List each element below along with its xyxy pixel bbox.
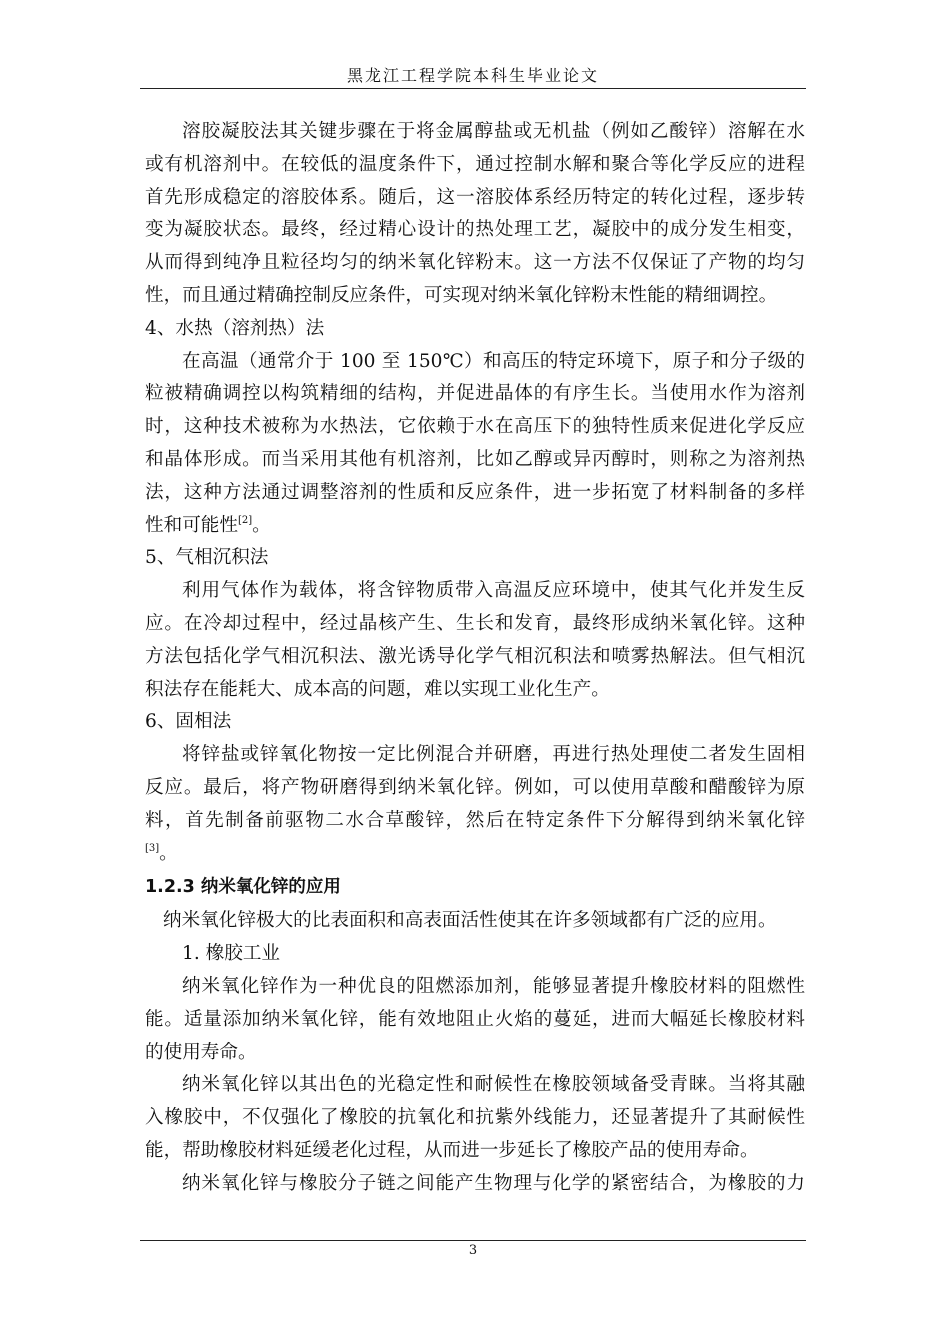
line-text: 纳米氧化锌作为一种优良的阻燃添加剂，能够显著提升橡胶材料的阻燃性 <box>182 975 805 997</box>
text-line <box>145 1069 805 1102</box>
line-text: 6、固相法 <box>145 711 232 733</box>
page-number: 3 <box>468 1243 478 1258</box>
section-heading <box>145 706 805 739</box>
line-text: 时，这种技术被称为水热法，它依赖于水在高压下的独特性质来促进化学反应 <box>145 416 805 438</box>
text-line <box>145 641 805 674</box>
line-text: 的使用寿命。 <box>145 1041 257 1063</box>
header-divider <box>140 88 806 89</box>
text-line <box>145 905 805 938</box>
section-heading <box>145 542 805 575</box>
line-text: 入橡胶中，不仅强化了橡胶的抗氧化和抗紫外线能力，还显著提升了其耐候性 <box>145 1107 805 1129</box>
text-line <box>145 444 805 477</box>
line-text: 积法存在能耗大、成本高的问题，难以实现工业化生产。 <box>145 678 610 700</box>
line-text: 性，而且通过精确控制反应条件，可实现对纳米氧化锌粉末性能的精细调控。 <box>145 284 778 306</box>
citation-ref[interactable]: [2] <box>237 514 253 526</box>
citation-ref[interactable]: [3] <box>145 842 160 854</box>
subsection-heading <box>145 870 805 905</box>
text-line <box>145 149 805 182</box>
line-text: 粒被精确调控以构筑精细的结构，并促进晶体的有序生长。当使用水作为溶剂 <box>145 383 805 405</box>
line-text: 溶胶凝胶法其关键步骤在于将金属醇盐或无机盐（例如乙酸锌）溶解在水 <box>182 121 805 142</box>
text-line <box>145 378 805 411</box>
text-line <box>145 674 805 707</box>
line-tail: 。 <box>252 514 271 536</box>
line-tail: 。 <box>159 842 178 864</box>
line-text: 1. 橡胶工业 <box>182 943 281 965</box>
line-text: 5、气相沉积法 <box>145 547 269 569</box>
text-line <box>145 280 805 313</box>
line-text: 和晶体形成。而当采用其他有机溶剂，比如乙醇或异丙醇时，则称之为溶剂热 <box>145 448 805 470</box>
text-line <box>145 608 805 641</box>
running-header: 黑龙江工程学院本科生毕业论文 <box>346 66 599 85</box>
text-line <box>145 838 805 871</box>
text-line <box>145 214 805 247</box>
section-heading <box>145 313 805 346</box>
text-line <box>145 805 805 838</box>
text-line <box>145 1004 805 1037</box>
line-text: 在高温（通常介于 100 至 150℃）和高压的特定环境下，原子和分子级的 <box>182 350 805 372</box>
line-text: 首先形成稳定的溶胶体系。随后，这一溶胶体系经历特定的转化过程，逐步转 <box>145 186 805 208</box>
text-line <box>145 116 805 149</box>
text-line <box>145 1037 805 1070</box>
text-line <box>145 1135 805 1168</box>
text-line <box>145 971 805 1004</box>
line-text: 纳米氧化锌与橡胶分子链之间能产生物理与化学的紧密结合，为橡胶的力 <box>182 1172 805 1194</box>
line-text: 应。在冷却过程中，经过晶核产生、生长和发育，最终形成纳米氧化锌。这种 <box>145 612 805 634</box>
body-text <box>145 116 805 1201</box>
text-line <box>145 739 805 772</box>
text-line <box>145 247 805 280</box>
line-text: 利用气体作为载体，将含锌物质带入高温反应环境中，使其气化并发生反 <box>182 580 805 602</box>
text-line <box>145 411 805 444</box>
footer-divider <box>140 1240 806 1241</box>
text-line <box>145 477 805 510</box>
text-line <box>145 182 805 215</box>
line-text: 或有机溶剂中。在较低的温度条件下，通过控制水解和聚合等化学反应的进程 <box>145 153 805 175</box>
text-line <box>145 1102 805 1135</box>
text-line <box>145 510 805 543</box>
line-text: 性和可能性 <box>145 514 238 536</box>
text-line <box>145 772 805 805</box>
line-text: 方法包括化学气相沉积法、激光诱导化学气相沉积法和喷雾热解法。但气相沉 <box>145 645 805 667</box>
line-text: 法，这种方法通过调整溶剂的性质和反应条件，进一步拓宽了材料制备的多样 <box>145 481 805 503</box>
line-text: 4、水热（溶剂热）法 <box>145 317 325 339</box>
line-text: 能。适量添加纳米氧化锌，能有效地阻止火焰的蔓延，进而大幅延长橡胶材料 <box>145 1008 805 1030</box>
text-line <box>145 1168 805 1201</box>
line-text: 反应。最后，将产物研磨得到纳米氧化锌。例如，可以使用草酸和醋酸锌为原 <box>145 776 805 798</box>
line-text: 能，帮助橡胶材料延缓老化过程，从而进一步延长了橡胶产品的使用寿命。 <box>145 1139 759 1161</box>
line-text: 从而得到纯净且粒径均匀的纳米氧化锌粉末。这一方法不仅保证了产物的均匀 <box>145 252 805 274</box>
line-text: 纳米氧化锌极大的比表面积和高表面活性使其在许多领域都有广泛的应用。 <box>163 910 777 932</box>
text-line <box>145 575 805 608</box>
text-line <box>145 346 805 379</box>
list-heading <box>145 938 805 971</box>
line-text: 料，首先制备前驱物二水合草酸锌，然后在特定条件下分解得到纳米氧化锌 <box>145 809 805 831</box>
line-text: 将锌盐或锌氧化物按一定比例混合并研磨，再进行热处理使二者发生固相 <box>182 744 805 766</box>
line-text: 变为凝胶状态。最终，经过精心设计的热处理工艺，凝胶中的成分发生相变， <box>145 219 805 241</box>
line-text: 纳米氧化锌以其出色的光稳定性和耐候性在橡胶领域备受青睐。当将其融 <box>182 1074 805 1096</box>
line-text: 1.2.3 纳米氧化锌的应用 <box>145 877 341 898</box>
